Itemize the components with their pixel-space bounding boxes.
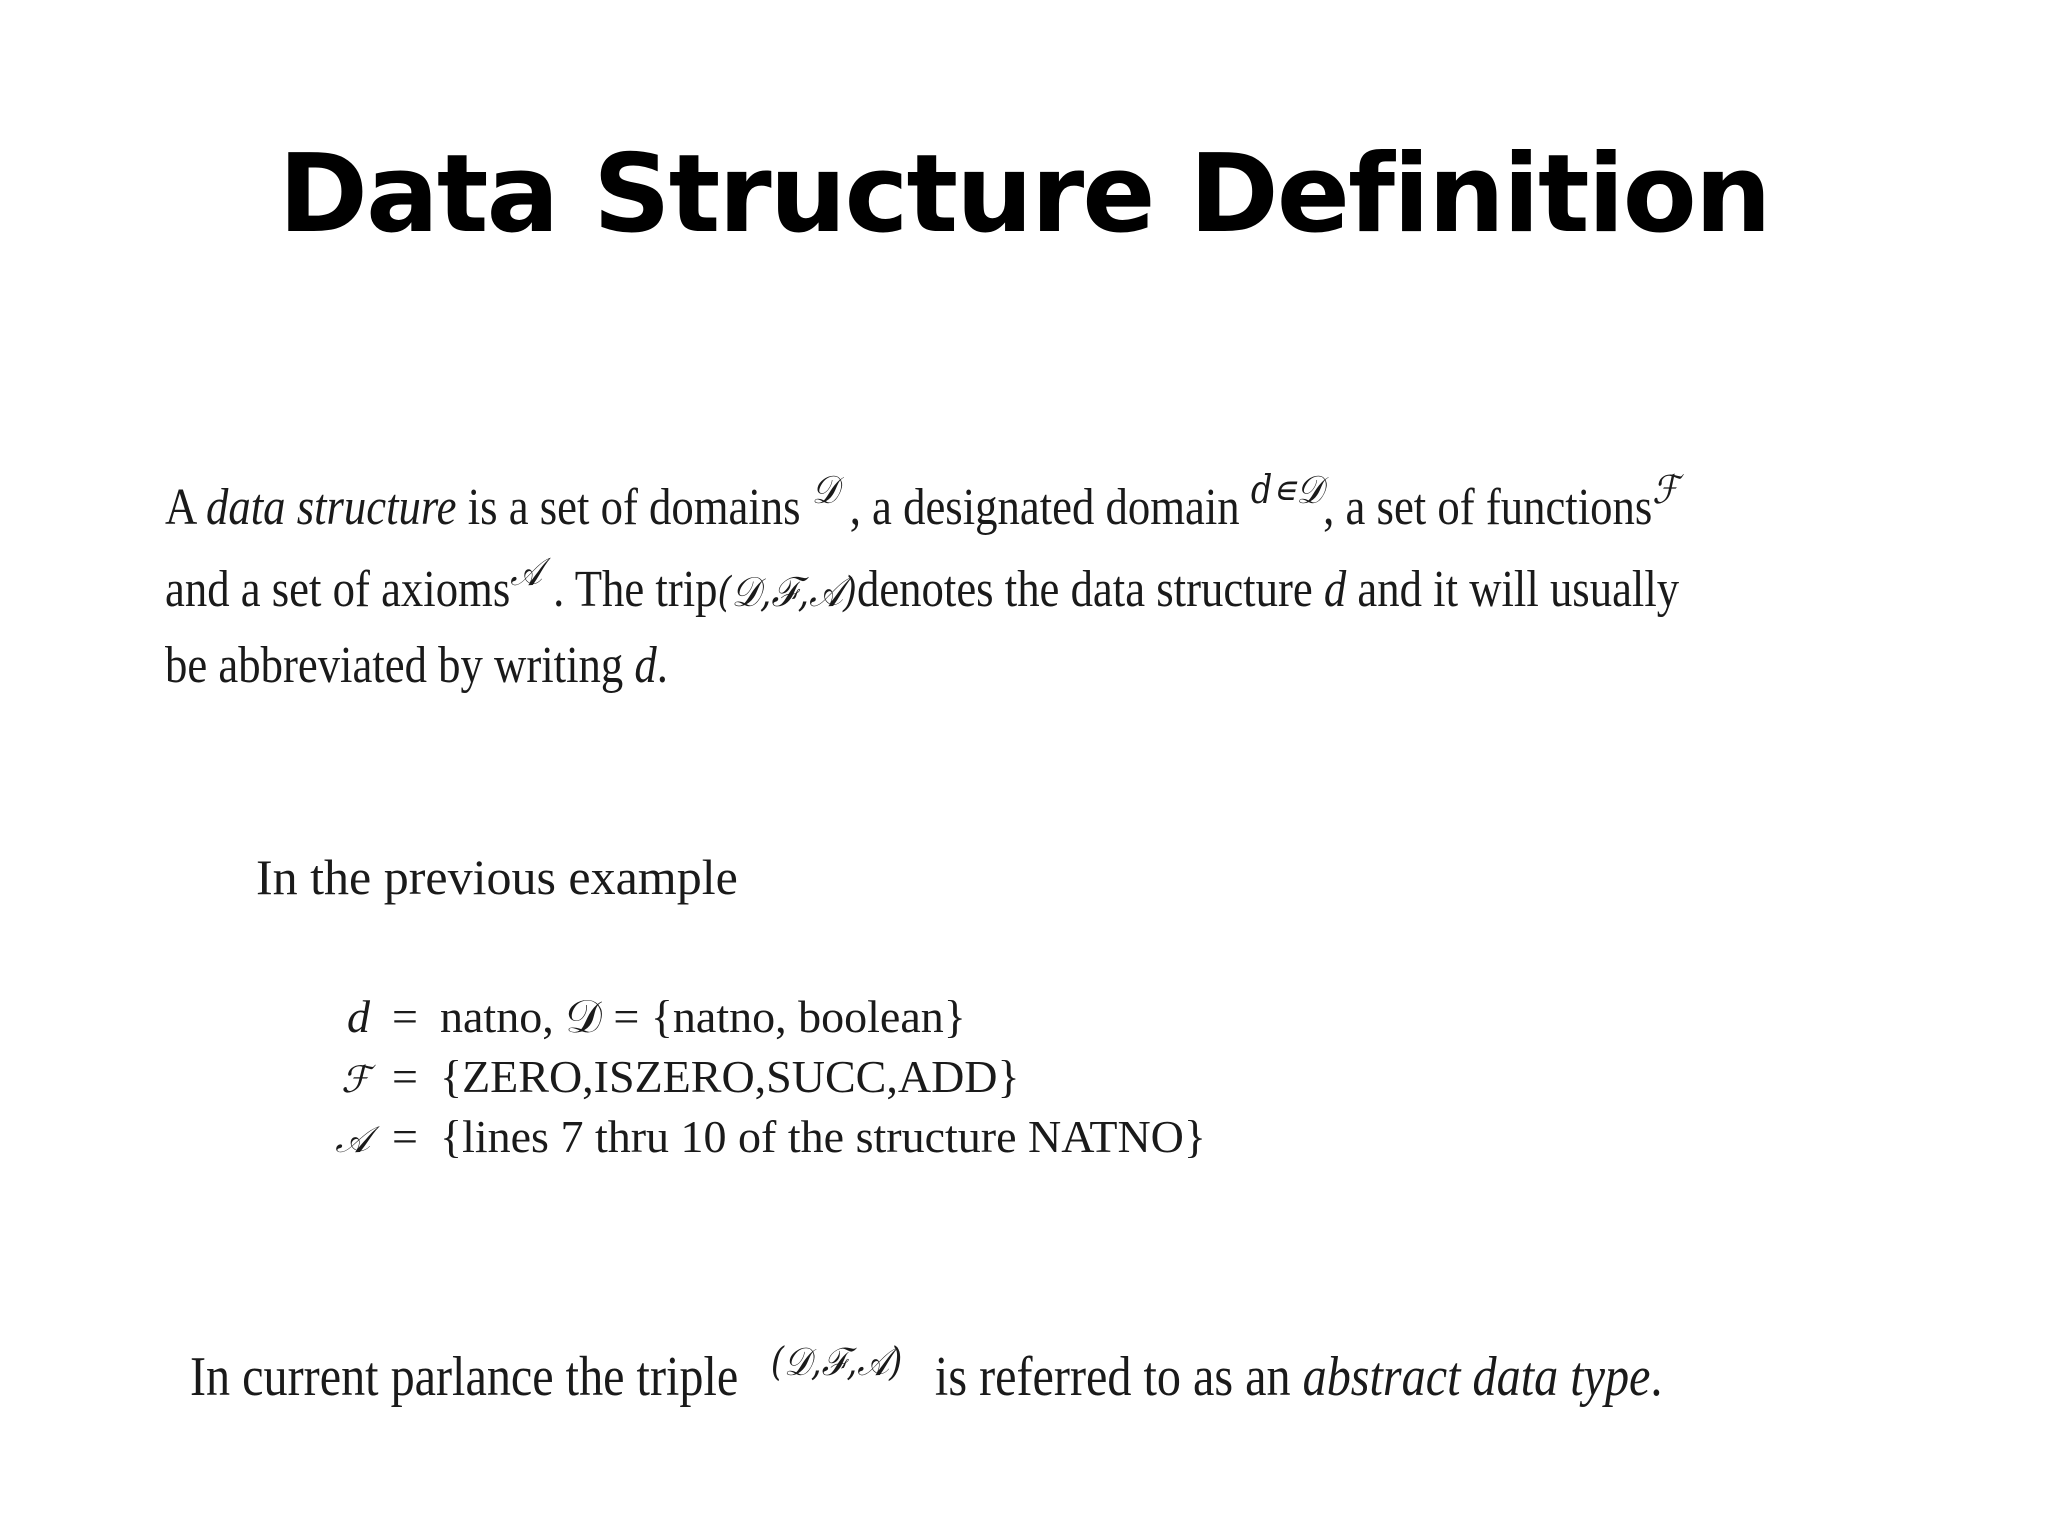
definition-lhs: d bbox=[347, 991, 370, 1042]
line2-text1: and a set of axioms bbox=[165, 561, 511, 618]
example-intro: In the previous example bbox=[256, 849, 738, 905]
slide-title: Data Structure Definition bbox=[278, 132, 1770, 257]
conclusion-text2: is referred to as an bbox=[934, 1346, 1291, 1408]
definition-rhs: natno, 𝒟 = {natno, boolean} bbox=[440, 991, 966, 1042]
article-a: A bbox=[165, 479, 195, 536]
conclusion-line bbox=[190, 1340, 1663, 1409]
triple-symbol: (𝒟,ℱ,𝒜) bbox=[717, 567, 857, 616]
term-data-structure: data structure bbox=[206, 479, 457, 536]
symbol-axioms: 𝒜 bbox=[510, 549, 542, 595]
conclusion-text1: In current parlance the triple bbox=[190, 1346, 739, 1408]
definition-lhs: 𝒜 bbox=[335, 1118, 370, 1161]
definition-equals: = bbox=[392, 991, 418, 1042]
definition-row-d bbox=[300, 990, 1206, 1050]
definition-equals: = bbox=[392, 1111, 418, 1162]
conclusion-triple: (𝒟,ℱ,𝒜) bbox=[770, 1340, 903, 1386]
line1-text1: is a set of domains bbox=[467, 479, 801, 536]
definition-row-functions bbox=[300, 1050, 1206, 1110]
definition-rhs: {lines 7 thru 10 of the structure NATNO} bbox=[440, 1111, 1206, 1162]
line2-text3: denotes the data structure bbox=[856, 561, 1313, 618]
line3-text1: be abbreviated by writing bbox=[165, 637, 624, 694]
line2-text4: and it will usually bbox=[1357, 561, 1680, 618]
symbol-designated-domain: d∊𝒟 bbox=[1250, 467, 1324, 513]
symbol-functions: ℱ bbox=[1652, 467, 1679, 513]
symbol-domains: 𝒟 bbox=[811, 467, 839, 513]
variable-d: d bbox=[1323, 561, 1347, 618]
definition-line-1 bbox=[165, 467, 1679, 537]
definition-rhs: {ZERO,ISZERO,SUCC,ADD} bbox=[440, 1051, 1020, 1102]
line1-text2: , a designated domain bbox=[849, 479, 1240, 536]
line2-text2: . The trip bbox=[553, 561, 718, 618]
term-abstract-data-type: abstract data type bbox=[1302, 1346, 1651, 1408]
variable-d: d bbox=[634, 637, 657, 694]
definition-row-axioms bbox=[300, 1110, 1206, 1170]
definition-line-3 bbox=[165, 636, 668, 695]
definitions-block bbox=[300, 990, 1206, 1170]
conclusion-period: . bbox=[1650, 1346, 1663, 1408]
line1-text3: , a set of functions bbox=[1323, 479, 1653, 536]
definition-lhs: ℱ bbox=[341, 1058, 370, 1101]
line3-period: . bbox=[656, 637, 668, 694]
definition-line-2 bbox=[165, 549, 1680, 619]
definition-equals: = bbox=[392, 1051, 418, 1102]
